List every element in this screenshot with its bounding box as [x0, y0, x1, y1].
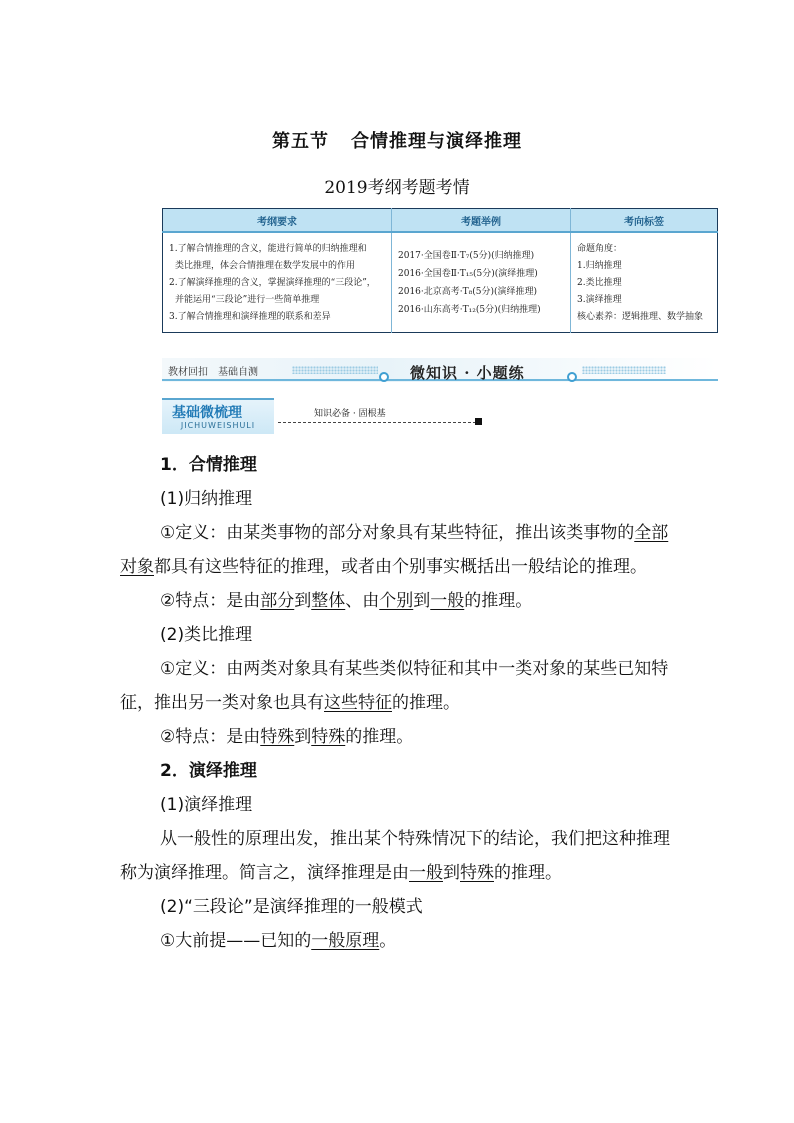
table-cell-examples	[392, 232, 571, 333]
cell-line: 1.归纳推理	[577, 261, 622, 271]
text: ②特点：是由	[160, 591, 261, 611]
text: 到	[294, 727, 312, 747]
page-title	[0, 127, 794, 153]
paragraph	[120, 822, 676, 890]
cell-line: 3.了解合情推理和演绎推理的联系和差异	[169, 312, 331, 322]
square-icon	[475, 418, 482, 425]
text: ①定义：由两类对象具有某些类似特征和其中一类对象的某些已知特征，推出另一类对象也具有	[120, 659, 669, 713]
banner-main-title: 微知识 · 小题练	[410, 364, 525, 382]
cell-line: 类比推理，体会合情推理在数学发展中的作用	[175, 261, 356, 271]
text: 到	[413, 591, 431, 611]
table-header: 考题举例	[392, 209, 571, 233]
underlined-term: 一般原理	[311, 931, 380, 951]
underlined-term: 特殊	[460, 863, 494, 883]
text: 的推理。	[494, 863, 562, 883]
banner-left-label: 教材回扣 基础自测	[168, 367, 258, 378]
section-title: 合情推理与演绎推理	[351, 131, 522, 152]
subtitle: 2019考纲考题考情	[324, 178, 470, 198]
heading-1: 1．合情推理	[160, 455, 257, 475]
section-banner	[162, 358, 718, 384]
section-number: 第五节	[272, 131, 329, 152]
table-cell-requirements	[163, 232, 392, 333]
table-row	[163, 232, 718, 333]
banner-dots-decoration	[582, 366, 666, 374]
underlined-term: 个别	[379, 591, 414, 611]
underlined-term: 特殊	[260, 727, 295, 747]
section-tag	[162, 398, 482, 436]
underlined-term: 一般	[430, 591, 465, 611]
text: 从一般性的原理出发，推出某个特殊情况下的结论，我们把这种推理称为演绎推理。简言之，演绎推理是由	[120, 829, 670, 883]
underlined-term: 全部对象	[120, 523, 669, 577]
paragraph	[120, 652, 676, 720]
heading-2: 2．演绎推理	[160, 761, 257, 781]
subheading: (1)演绎推理	[160, 795, 253, 815]
paragraph	[120, 516, 676, 584]
cell-line: 1.了解合情推理的含义，能进行简单的归纳推理和	[169, 244, 367, 254]
table-header: 考向标签	[571, 209, 718, 233]
table-cell-tags	[571, 232, 718, 333]
cell-line: 2016·北京高考·T₈(5分)(演绎推理)	[398, 287, 538, 297]
text: 的推理。	[345, 727, 414, 747]
text: ②特点：是由	[160, 727, 261, 747]
banner-dots-decoration	[292, 366, 378, 374]
underlined-term: 一般	[409, 863, 443, 883]
text: 到	[443, 863, 460, 883]
underlined-term: 部分	[260, 591, 295, 611]
paragraph	[120, 584, 676, 618]
text: 、由	[345, 591, 380, 611]
underlined-term: 特殊	[311, 727, 346, 747]
cell-line: 核心素养：逻辑推理、数学抽象	[577, 312, 704, 322]
subheading: (1)归纳推理	[160, 489, 253, 509]
text: 到	[294, 591, 312, 611]
tag-box	[162, 398, 274, 434]
cell-line: 2016·全国卷Ⅱ·T₁₅(5分)(演绎推理)	[398, 269, 538, 279]
banner-circle-icon	[379, 372, 389, 382]
subheading: (2)类比推理	[160, 625, 253, 645]
syllabus-table	[162, 208, 718, 333]
cell-line: 2017·全国卷Ⅱ·T₇(5分)(归纳推理)	[398, 251, 535, 261]
cell-line: 2.类比推理	[577, 278, 622, 288]
text: 的推理。	[464, 591, 533, 611]
cell-line: 命题角度：	[577, 244, 623, 254]
table-header-row	[163, 209, 718, 233]
text: ①定义：由某类事物的部分对象具有某些特征，推出该类事物的	[160, 523, 635, 543]
text: ①大前提——已知的	[160, 931, 312, 951]
paragraph	[120, 720, 676, 754]
cell-line: 2016·山东高考·T₁₂(5分)(归纳推理)	[398, 305, 541, 315]
subheading: (2)“三段论”是演绎推理的一般模式	[160, 897, 423, 917]
text: 。	[379, 931, 397, 951]
cell-line: 2.了解演绎推理的含义，掌握演绎推理的“三段论”，	[169, 278, 376, 288]
banner-circle-icon	[567, 372, 577, 382]
tag-pinyin: JICHUWEISHULI	[180, 421, 256, 430]
underlined-term: 整体	[311, 591, 346, 611]
table-header: 考纲要求	[163, 209, 392, 233]
paragraph	[120, 924, 676, 958]
cell-line: 3.演绎推理	[577, 295, 622, 305]
main-content	[120, 448, 676, 958]
text: 都具有这些特征的推理，或者由个别事实概括出一般结论的推理。	[154, 557, 647, 577]
text: 的推理。	[392, 693, 460, 713]
tag-title: 基础微梳理	[172, 405, 242, 421]
tag-dashed-line	[278, 422, 476, 423]
tag-subtitle: 知识必备 · 固根基	[314, 409, 386, 419]
cell-line: 并能运用“三段论”进行一些简单推理	[175, 295, 320, 305]
underlined-term: 这些特征	[324, 693, 392, 713]
